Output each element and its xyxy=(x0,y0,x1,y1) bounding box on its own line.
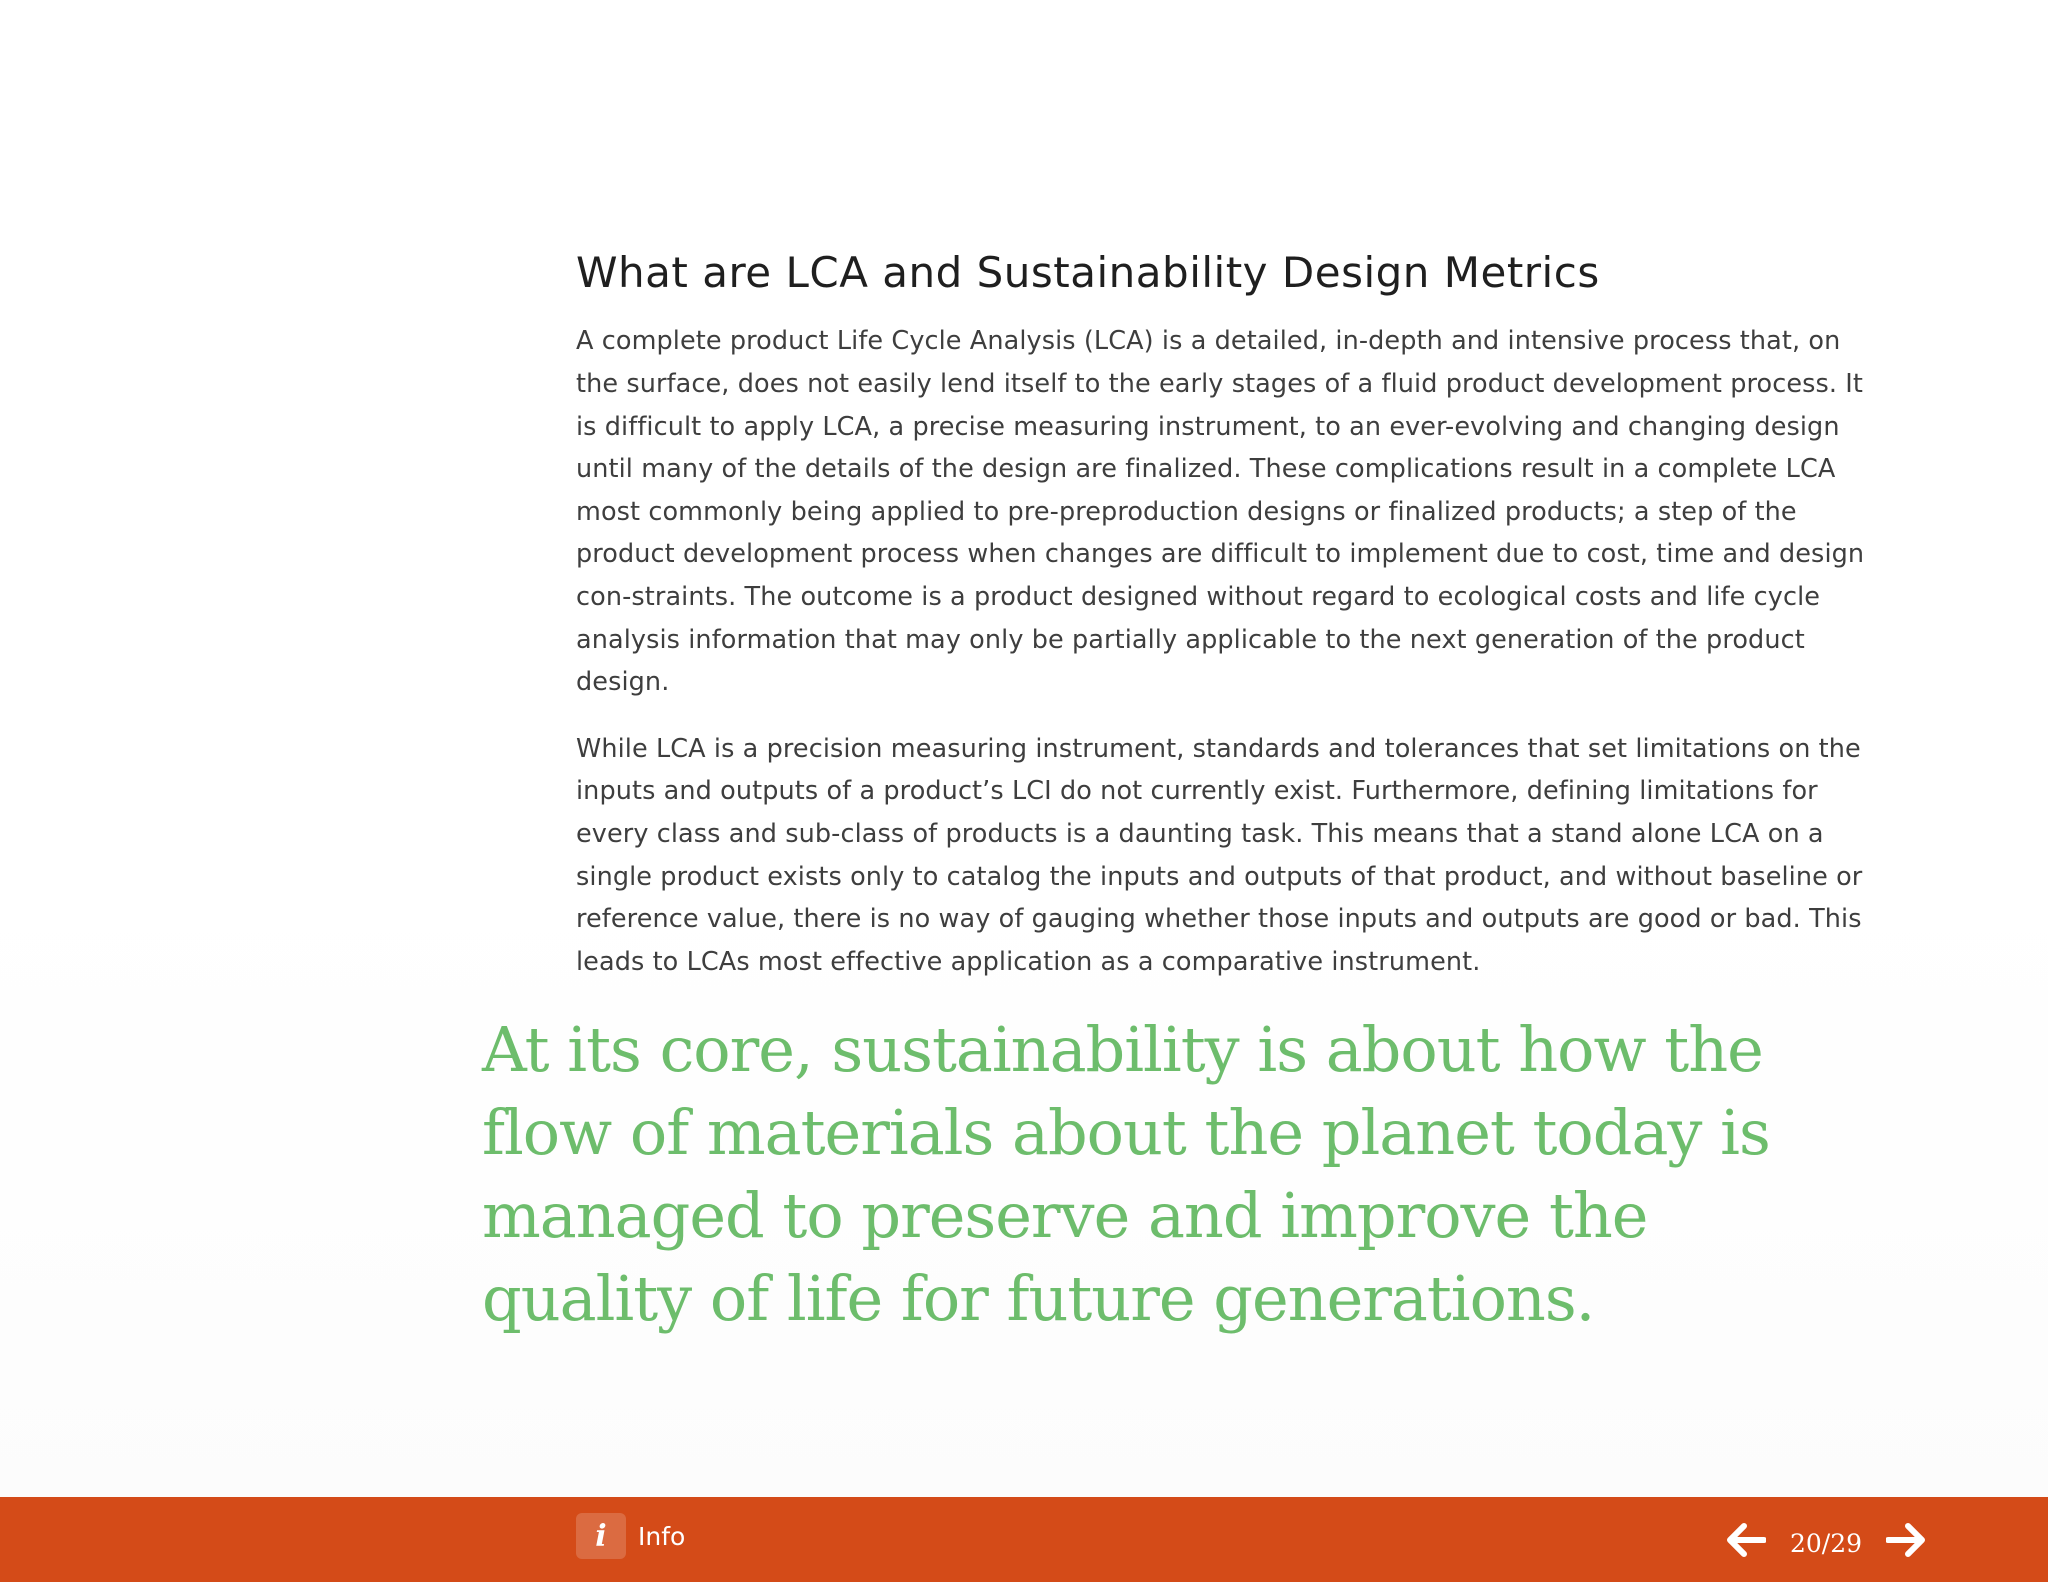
info-icon[interactable] xyxy=(576,1513,626,1559)
footer-bar xyxy=(0,1497,2048,1582)
article-title: What are LCA and Sustainability Design Metrics xyxy=(576,248,1600,297)
info-button[interactable] xyxy=(576,1513,685,1559)
article-paragraph-1: A complete product Life Cycle Analysis (LCA) is a detailed, in-depth and intensive process that, on the surface, does not easily lend itself to the early stages of a fluid product development process. It is difficult to apply LCA, a precise measuring instrument, to an ever-evolving and changing design until many of the details of the design are finalized. These complications result in a complete LCA most commonly being applied to pre-preproduction designs or finalized products; a step of the product development process when changes are difficult to implement due to cost, time and design con-straints. The outcome is a product designed without regard to ecological costs and life cycle analysis information that may only be partially applicable to the next generation of the product design. xyxy=(576,326,1865,698)
pull-quote: At its core, sustainability is about how the flow of materials about the planet today is managed to preserve and improve the quality of life for future generations. xyxy=(482,1013,1770,1335)
info-label: Info xyxy=(638,1521,686,1551)
arrow-left-icon[interactable] xyxy=(1724,1518,1768,1562)
article xyxy=(576,248,1876,983)
arrow-right-icon[interactable] xyxy=(1884,1518,1928,1562)
page-indicator: 20/29 xyxy=(1789,1529,1862,1558)
info-icon-glyph: i xyxy=(595,1518,607,1554)
page-navigation xyxy=(1724,1497,1928,1582)
article-paragraph-2: While LCA is a precision measuring instrument, standards and tolerances that set limitations on the inputs and outputs of a product’s LCI do not currently exist. Furthermore, defining limitations for every class and sub-class of products is a daunting task. This means that a stand alone LCA on a single product exists only to catalog the inputs and outputs of that product, and without baseline or reference value, there is no way of gauging whether those inputs and outputs are good or bad. This leads to LCAs most effective application as a comparative instrument. xyxy=(576,733,1863,977)
